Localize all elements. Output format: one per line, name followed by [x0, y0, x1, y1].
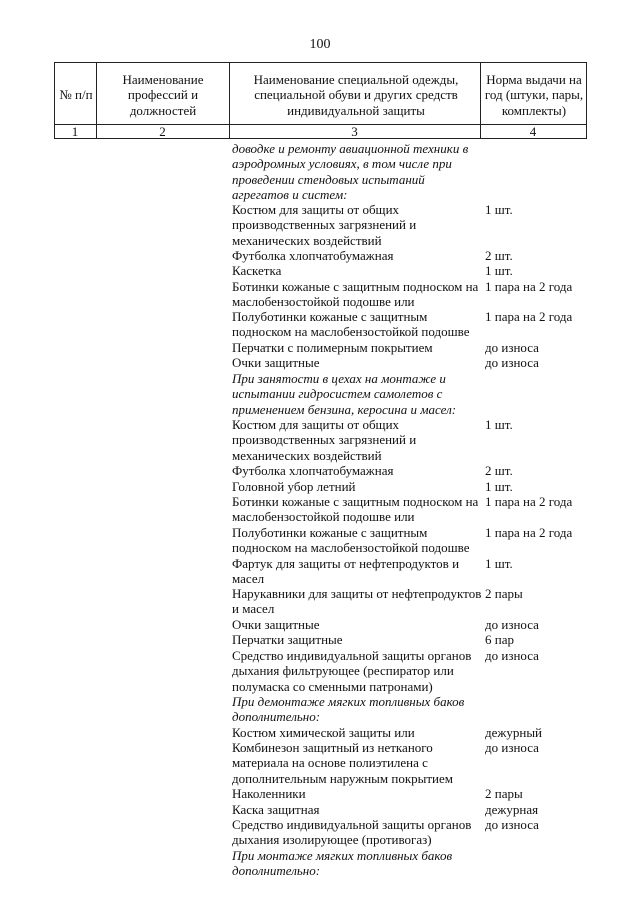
- item-name: Нарукавники для защиты от нефтепродуктов и масел: [232, 586, 482, 617]
- item-name: Средство индивидуальной защиты органов дыхания фильтрующее (респиратор или полумаска со сменными патронами): [232, 648, 472, 694]
- item-name: Футболка хлопчатобумажная: [232, 248, 394, 263]
- item-name: Футболка хлопчатобумажная: [232, 463, 394, 478]
- item-norm: 2 пары: [485, 786, 523, 801]
- item-norm: 1 шт.: [485, 263, 513, 278]
- item-name: Фартук для защиты от нефтепродуктов и масел: [232, 556, 460, 587]
- item-name: Ботинки кожаные с защитным подноском на маслобензостойкой подошве или: [232, 279, 479, 310]
- item-norm: 1 пара на 2 года: [485, 309, 573, 324]
- item-name: Каска защитная: [232, 802, 320, 817]
- item-name: Костюм химической защиты или: [232, 725, 415, 740]
- page-number: 100: [309, 37, 331, 52]
- item-norm: 2 шт.: [485, 463, 513, 478]
- column-number: 4: [529, 124, 537, 139]
- item-norm: 1 шт.: [485, 479, 513, 494]
- column-number-row: [54, 124, 587, 138]
- item-norm: 6 пар: [485, 632, 514, 647]
- item-name: Средство индивидуальной защиты органов дыхания изолирующее (противогаз): [232, 817, 472, 848]
- item-norm: до износа: [485, 740, 539, 755]
- item-norm: до износа: [485, 817, 539, 832]
- item-norm: 1 шт.: [485, 202, 513, 217]
- item-norm: до износа: [485, 355, 539, 370]
- item-norm: 1 пара на 2 года: [485, 525, 573, 540]
- item-name: Ботинки кожаные с защитным подноском на маслобензостойкой подошве или: [232, 494, 479, 525]
- item-name: Наколенники: [232, 786, 306, 801]
- item-name: доводке и ремонту авиационной техники в аэродромных условиях, в том числе при проведении стендовых испытаний агрегатов и систем:: [232, 141, 469, 203]
- item-name: Костюм для защиты от общих производственных загрязнений и механических воздействий: [232, 417, 417, 463]
- item-name: Очки защитные: [232, 355, 320, 370]
- item-name: Костюм для защиты от общих производственных загрязнений и механических воздействий: [232, 202, 417, 248]
- item-norm: дежурная: [485, 802, 539, 817]
- item-norm: 2 шт.: [485, 248, 513, 263]
- column-number: 3: [351, 124, 358, 139]
- item-norm: до износа: [485, 340, 539, 355]
- header-number: № п/п: [59, 87, 93, 103]
- item-norm: 1 пара на 2 года: [485, 279, 573, 294]
- header-norm: Норма выдачи на год (штуки, пары, комплекты): [484, 71, 584, 118]
- item-norm: до износа: [485, 648, 539, 663]
- item-name: Комбинезон защитный из нетканого материала на основе полиэтилена с дополнительным наружным покрытием: [232, 740, 454, 786]
- item-name: Полуботинки кожаные с защитным подноском на маслобензостойкой подошве: [232, 525, 470, 556]
- item-name: При монтаже мягких топливных баков дополнительно:: [232, 848, 453, 879]
- column-number: 1: [71, 124, 79, 139]
- header-profession: Наименование профессий и должностей: [122, 71, 204, 118]
- item-name: Каскетка: [232, 263, 282, 278]
- item-name: Перчатки защитные: [232, 632, 343, 647]
- item-norm: 1 пара на 2 года: [485, 494, 573, 509]
- item-norm: 1 шт.: [485, 417, 513, 432]
- item-norm: до износа: [485, 617, 539, 632]
- item-norm: 1 шт.: [485, 556, 513, 571]
- item-name: Головной убор летний: [232, 479, 356, 494]
- item-name: При демонтаже мягких топливных баков дополнительно:: [232, 694, 465, 725]
- item-name: Полуботинки кожаные с защитным подноском на маслобензостойкой подошве: [232, 309, 470, 340]
- item-name: Перчатки с полимерным покрытием: [232, 340, 433, 355]
- item-norm: дежурный: [485, 725, 543, 740]
- item-norm: 2 пары: [485, 586, 523, 601]
- column-number: 2: [159, 124, 166, 139]
- item-name: Очки защитные: [232, 617, 320, 632]
- header-equipment: Наименование специальной одежды, специальной обуви и других средств индивидуальной защиты: [253, 71, 459, 118]
- item-name: При занятости в цехах на монтаже и испытании гидросистем самолетов с применением бензина, керосина и масел:: [232, 371, 457, 417]
